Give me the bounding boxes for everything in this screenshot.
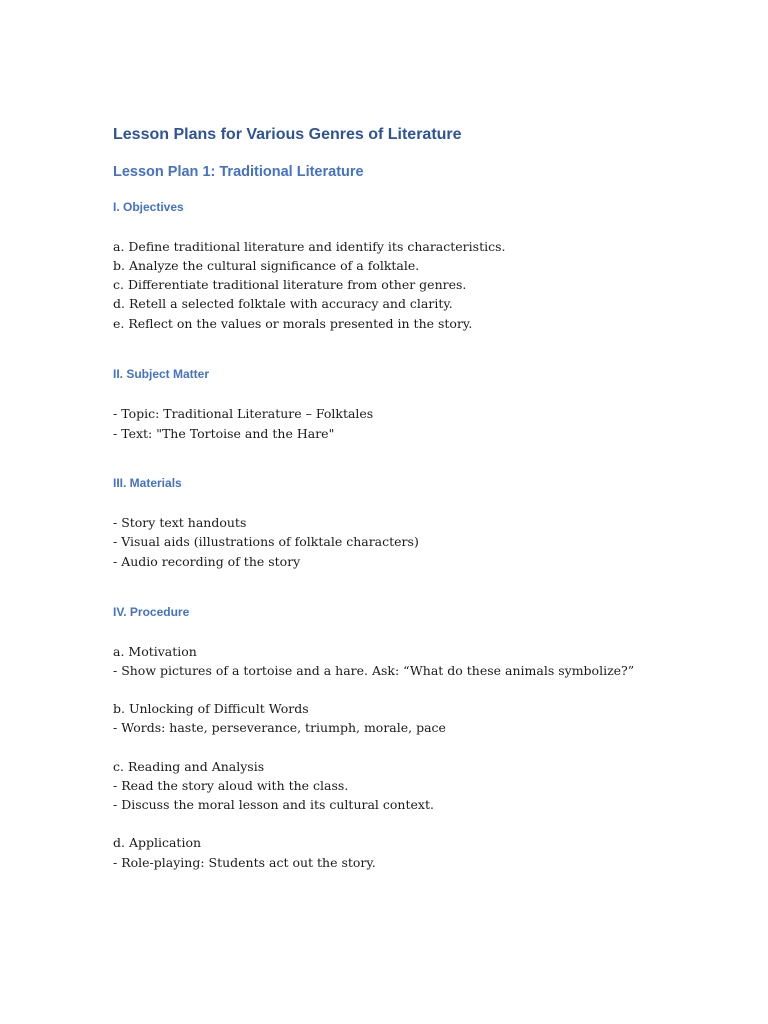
objective-item: c. Differentiate traditional literature from other genres. xyxy=(113,277,467,292)
procedure-step-line: - Read the story aloud with the class. xyxy=(113,778,349,793)
procedure-step-line: - Role-playing: Students act out the story. xyxy=(113,855,376,870)
procedure-step-line: - Discuss the moral lesson and its cultural context. xyxy=(113,797,434,812)
procedure-step-label: c. Reading and Analysis xyxy=(113,759,265,774)
subject-matter-heading: II. Subject Matter xyxy=(113,367,210,381)
lesson-plan-title: Lesson Plan 1: Traditional Literature xyxy=(113,164,364,180)
procedure-heading: IV. Procedure xyxy=(113,605,190,619)
objectives-heading: I. Objectives xyxy=(113,200,184,214)
objective-item: e. Reflect on the values or morals presented in the story. xyxy=(113,316,473,331)
procedure-step-label: a. Motivation xyxy=(113,644,197,659)
document-title: Lesson Plans for Various Genres of Literature xyxy=(113,126,462,143)
materials-item: - Audio recording of the story xyxy=(113,554,301,569)
materials-heading: III. Materials xyxy=(113,476,182,490)
procedure-step-label: d. Application xyxy=(113,835,202,850)
procedure-step-line: - Words: haste, perseverance, triumph, morale, pace xyxy=(113,720,446,735)
materials-item: - Story text handouts xyxy=(113,515,247,530)
procedure-step-label: b. Unlocking of Difficult Words xyxy=(113,701,309,716)
objective-item: d. Retell a selected folktale with accuracy and clarity. xyxy=(113,296,453,311)
subject-matter-item: - Text: "The Tortoise and the Hare" xyxy=(113,426,335,441)
objective-item: a. Define traditional literature and identify its characteristics. xyxy=(113,239,506,254)
subject-matter-item: - Topic: Traditional Literature – Folktales xyxy=(113,406,374,421)
procedure-step-line: - Show pictures of a tortoise and a hare. Ask: “What do these animals symbolize?” xyxy=(113,663,635,678)
materials-item: - Visual aids (illustrations of folktale characters) xyxy=(113,534,419,549)
objective-item: b. Analyze the cultural significance of a folktale. xyxy=(113,258,420,273)
